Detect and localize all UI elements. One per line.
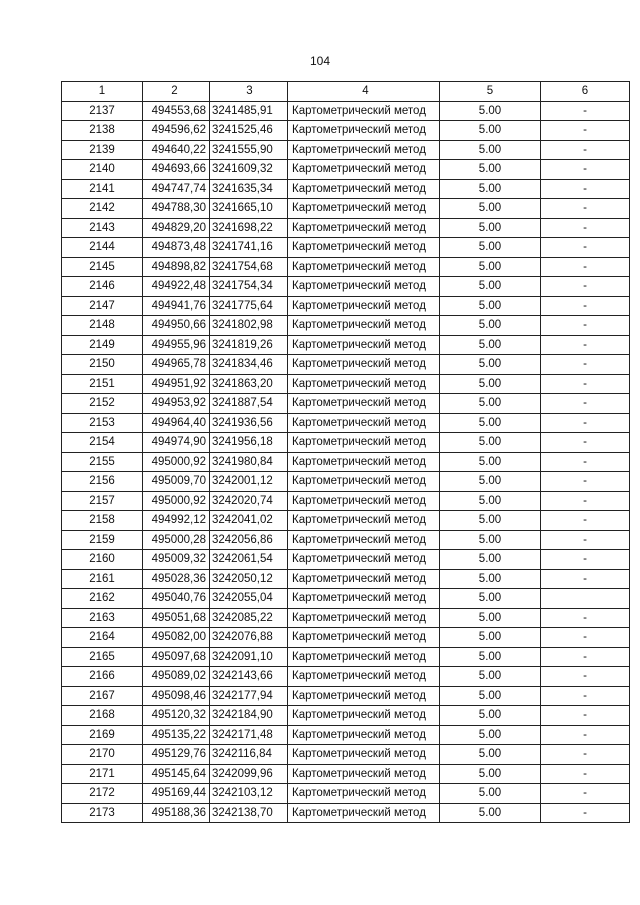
method-cell: Картометрический метод [288, 550, 440, 570]
point-number-cell: 2151 [62, 374, 143, 394]
point-number-cell: 2158 [62, 511, 143, 531]
y-coordinate-cell: 3242103,12 [210, 784, 288, 804]
method-cell: Картометрический метод [288, 355, 440, 375]
accuracy-cell: 5.00 [440, 413, 541, 433]
x-coordinate-cell: 495000,92 [143, 491, 210, 511]
x-coordinate-cell: 494992,12 [143, 511, 210, 531]
x-coordinate-cell: 495129,76 [143, 745, 210, 765]
point-number-cell: 2141 [62, 179, 143, 199]
x-coordinate-cell: 495097,68 [143, 647, 210, 667]
note-cell: - [541, 511, 630, 531]
point-number-cell: 2169 [62, 725, 143, 745]
table-body [62, 101, 630, 823]
accuracy-cell: 5.00 [440, 725, 541, 745]
y-coordinate-cell: 3242085,22 [210, 608, 288, 628]
method-cell: Картометрический метод [288, 589, 440, 609]
note-cell: - [541, 179, 630, 199]
x-coordinate-cell: 494950,66 [143, 316, 210, 336]
method-cell: Картометрический метод [288, 706, 440, 726]
note-cell: - [541, 472, 630, 492]
point-number-cell: 2145 [62, 257, 143, 277]
method-cell: Картометрический метод [288, 472, 440, 492]
y-coordinate-cell: 3242184,90 [210, 706, 288, 726]
accuracy-cell: 5.00 [440, 160, 541, 180]
point-number-cell: 2139 [62, 140, 143, 160]
y-coordinate-cell: 3241754,34 [210, 277, 288, 297]
accuracy-cell: 5.00 [440, 121, 541, 141]
y-coordinate-cell: 3242020,74 [210, 491, 288, 511]
point-number-cell: 2173 [62, 803, 143, 823]
method-cell: Картометрический метод [288, 140, 440, 160]
accuracy-cell: 5.00 [440, 530, 541, 550]
point-number-cell: 2147 [62, 296, 143, 316]
column-header-5: 5 [440, 82, 541, 102]
table-row [62, 257, 630, 277]
method-cell: Картометрический метод [288, 218, 440, 238]
accuracy-cell: 5.00 [440, 199, 541, 219]
point-number-cell: 2155 [62, 452, 143, 472]
column-header-1: 1 [62, 82, 143, 102]
x-coordinate-cell: 494788,30 [143, 199, 210, 219]
point-number-cell: 2165 [62, 647, 143, 667]
y-coordinate-cell: 3241665,10 [210, 199, 288, 219]
accuracy-cell: 5.00 [440, 355, 541, 375]
point-number-cell: 2138 [62, 121, 143, 141]
y-coordinate-cell: 3241609,32 [210, 160, 288, 180]
table-row [62, 374, 630, 394]
method-cell: Картометрический метод [288, 316, 440, 336]
method-cell: Картометрический метод [288, 647, 440, 667]
table-row [62, 745, 630, 765]
note-cell: - [541, 101, 630, 121]
y-coordinate-cell: 3242001,12 [210, 472, 288, 492]
method-cell: Картометрический метод [288, 199, 440, 219]
method-cell: Картометрический метод [288, 257, 440, 277]
column-header-2: 2 [143, 82, 210, 102]
method-cell: Картометрический метод [288, 784, 440, 804]
method-cell: Картометрический метод [288, 725, 440, 745]
note-cell: - [541, 452, 630, 472]
accuracy-cell: 5.00 [440, 589, 541, 609]
column-header-6: 6 [541, 82, 630, 102]
x-coordinate-cell: 494553,68 [143, 101, 210, 121]
table-row [62, 530, 630, 550]
accuracy-cell: 5.00 [440, 257, 541, 277]
column-header-3: 3 [210, 82, 288, 102]
x-coordinate-cell: 494941,76 [143, 296, 210, 316]
method-cell: Картометрический метод [288, 238, 440, 258]
method-cell: Картометрический метод [288, 764, 440, 784]
point-number-cell: 2162 [62, 589, 143, 609]
point-number-cell: 2170 [62, 745, 143, 765]
note-cell: - [541, 296, 630, 316]
note-cell: - [541, 725, 630, 745]
accuracy-cell: 5.00 [440, 686, 541, 706]
x-coordinate-cell: 494955,96 [143, 335, 210, 355]
note-cell: - [541, 530, 630, 550]
table-row [62, 706, 630, 726]
point-number-cell: 2140 [62, 160, 143, 180]
note-cell: - [541, 706, 630, 726]
method-cell: Картометрический метод [288, 433, 440, 453]
accuracy-cell: 5.00 [440, 647, 541, 667]
accuracy-cell: 5.00 [440, 745, 541, 765]
point-number-cell: 2166 [62, 667, 143, 687]
table-row [62, 101, 630, 121]
point-number-cell: 2163 [62, 608, 143, 628]
note-cell: - [541, 433, 630, 453]
accuracy-cell: 5.00 [440, 218, 541, 238]
accuracy-cell: 5.00 [440, 179, 541, 199]
y-coordinate-cell: 3242050,12 [210, 569, 288, 589]
y-coordinate-cell: 3242143,66 [210, 667, 288, 687]
table-row [62, 160, 630, 180]
note-cell: - [541, 140, 630, 160]
table-row [62, 316, 630, 336]
y-coordinate-cell: 3241863,20 [210, 374, 288, 394]
point-number-cell: 2150 [62, 355, 143, 375]
x-coordinate-cell: 495188,36 [143, 803, 210, 823]
method-cell: Картометрический метод [288, 335, 440, 355]
point-number-cell: 2164 [62, 628, 143, 648]
x-coordinate-cell: 494965,78 [143, 355, 210, 375]
y-coordinate-cell: 3241485,91 [210, 101, 288, 121]
point-number-cell: 2142 [62, 199, 143, 219]
table-row [62, 452, 630, 472]
table-row [62, 608, 630, 628]
note-cell: - [541, 374, 630, 394]
method-cell: Картометрический метод [288, 686, 440, 706]
method-cell: Картометрический метод [288, 745, 440, 765]
method-cell: Картометрический метод [288, 511, 440, 531]
note-cell: - [541, 784, 630, 804]
accuracy-cell: 5.00 [440, 706, 541, 726]
y-coordinate-cell: 3241754,68 [210, 257, 288, 277]
point-number-cell: 2168 [62, 706, 143, 726]
point-number-cell: 2159 [62, 530, 143, 550]
y-coordinate-cell: 3242055,04 [210, 589, 288, 609]
note-cell: - [541, 218, 630, 238]
method-cell: Картометрический метод [288, 491, 440, 511]
table-row [62, 335, 630, 355]
note-cell: - [541, 569, 630, 589]
method-cell: Картометрический метод [288, 608, 440, 628]
accuracy-cell: 5.00 [440, 238, 541, 258]
note-cell: - [541, 394, 630, 414]
table-row [62, 764, 630, 784]
accuracy-cell: 5.00 [440, 491, 541, 511]
accuracy-cell: 5.00 [440, 433, 541, 453]
x-coordinate-cell: 495000,28 [143, 530, 210, 550]
table-row [62, 550, 630, 570]
method-cell: Картометрический метод [288, 803, 440, 823]
accuracy-cell: 5.00 [440, 472, 541, 492]
x-coordinate-cell: 494596,62 [143, 121, 210, 141]
x-coordinate-cell: 494951,92 [143, 374, 210, 394]
method-cell: Картометрический метод [288, 569, 440, 589]
table-row [62, 199, 630, 219]
x-coordinate-cell: 495082,00 [143, 628, 210, 648]
accuracy-cell: 5.00 [440, 452, 541, 472]
point-number-cell: 2160 [62, 550, 143, 570]
table-row [62, 121, 630, 141]
table-row [62, 589, 630, 609]
note-cell: - [541, 160, 630, 180]
point-number-cell: 2161 [62, 569, 143, 589]
y-coordinate-cell: 3241834,46 [210, 355, 288, 375]
point-number-cell: 2157 [62, 491, 143, 511]
accuracy-cell: 5.00 [440, 803, 541, 823]
note-cell: - [541, 355, 630, 375]
point-number-cell: 2154 [62, 433, 143, 453]
y-coordinate-cell: 3242099,96 [210, 764, 288, 784]
accuracy-cell: 5.00 [440, 316, 541, 336]
y-coordinate-cell: 3242171,48 [210, 725, 288, 745]
x-coordinate-cell: 495089,02 [143, 667, 210, 687]
y-coordinate-cell: 3241802,98 [210, 316, 288, 336]
accuracy-cell: 5.00 [440, 784, 541, 804]
y-coordinate-cell: 3241887,54 [210, 394, 288, 414]
y-coordinate-cell: 3241936,56 [210, 413, 288, 433]
point-number-cell: 2153 [62, 413, 143, 433]
table-row [62, 569, 630, 589]
table-row [62, 686, 630, 706]
table-row [62, 296, 630, 316]
point-number-cell: 2156 [62, 472, 143, 492]
table-row [62, 218, 630, 238]
page-number: 104 [309, 54, 331, 68]
accuracy-cell: 5.00 [440, 608, 541, 628]
method-cell: Картометрический метод [288, 667, 440, 687]
y-coordinate-cell: 3242116,84 [210, 745, 288, 765]
y-coordinate-cell: 3242041,02 [210, 511, 288, 531]
method-cell: Картометрический метод [288, 394, 440, 414]
x-coordinate-cell: 495098,46 [143, 686, 210, 706]
x-coordinate-cell: 494964,40 [143, 413, 210, 433]
y-coordinate-cell: 3241956,18 [210, 433, 288, 453]
y-coordinate-cell: 3242076,88 [210, 628, 288, 648]
note-cell: - [541, 238, 630, 258]
x-coordinate-cell: 494747,74 [143, 179, 210, 199]
table-row [62, 784, 630, 804]
method-cell: Картометрический метод [288, 179, 440, 199]
y-coordinate-cell: 3241775,64 [210, 296, 288, 316]
point-number-cell: 2148 [62, 316, 143, 336]
method-cell: Картометрический метод [288, 452, 440, 472]
note-cell: - [541, 335, 630, 355]
table-row [62, 277, 630, 297]
accuracy-cell: 5.00 [440, 374, 541, 394]
table-row [62, 179, 630, 199]
x-coordinate-cell: 495169,44 [143, 784, 210, 804]
accuracy-cell: 5.00 [440, 296, 541, 316]
x-coordinate-cell: 494898,82 [143, 257, 210, 277]
note-cell: - [541, 277, 630, 297]
y-coordinate-cell: 3241525,46 [210, 121, 288, 141]
table-row [62, 355, 630, 375]
y-coordinate-cell: 3241819,26 [210, 335, 288, 355]
table-row [62, 725, 630, 745]
table-header-row [62, 82, 630, 102]
x-coordinate-cell: 495000,92 [143, 452, 210, 472]
method-cell: Картометрический метод [288, 121, 440, 141]
y-coordinate-cell: 3242091,10 [210, 647, 288, 667]
y-coordinate-cell: 3241741,16 [210, 238, 288, 258]
note-cell: - [541, 121, 630, 141]
method-cell: Картометрический метод [288, 101, 440, 121]
y-coordinate-cell: 3241698,22 [210, 218, 288, 238]
note-cell: - [541, 803, 630, 823]
method-cell: Картометрический метод [288, 628, 440, 648]
accuracy-cell: 5.00 [440, 140, 541, 160]
accuracy-cell: 5.00 [440, 628, 541, 648]
x-coordinate-cell: 494829,20 [143, 218, 210, 238]
table-row [62, 491, 630, 511]
point-number-cell: 2172 [62, 784, 143, 804]
accuracy-cell: 5.00 [440, 277, 541, 297]
x-coordinate-cell: 494953,92 [143, 394, 210, 414]
accuracy-cell: 5.00 [440, 101, 541, 121]
table-row [62, 803, 630, 823]
x-coordinate-cell: 495145,64 [143, 764, 210, 784]
x-coordinate-cell: 495009,32 [143, 550, 210, 570]
x-coordinate-cell: 495135,22 [143, 725, 210, 745]
note-cell [541, 589, 630, 609]
point-number-cell: 2137 [62, 101, 143, 121]
note-cell: - [541, 608, 630, 628]
point-number-cell: 2143 [62, 218, 143, 238]
method-cell: Картометрический метод [288, 277, 440, 297]
method-cell: Картометрический метод [288, 160, 440, 180]
method-cell: Картометрический метод [288, 296, 440, 316]
note-cell: - [541, 550, 630, 570]
accuracy-cell: 5.00 [440, 511, 541, 531]
note-cell: - [541, 628, 630, 648]
note-cell: - [541, 647, 630, 667]
note-cell: - [541, 257, 630, 277]
y-coordinate-cell: 3242177,94 [210, 686, 288, 706]
point-number-cell: 2149 [62, 335, 143, 355]
y-coordinate-cell: 3241635,34 [210, 179, 288, 199]
table-row [62, 238, 630, 258]
y-coordinate-cell: 3241980,84 [210, 452, 288, 472]
table-row [62, 394, 630, 414]
x-coordinate-cell: 494640,22 [143, 140, 210, 160]
note-cell: - [541, 491, 630, 511]
point-number-cell: 2167 [62, 686, 143, 706]
note-cell: - [541, 413, 630, 433]
accuracy-cell: 5.00 [440, 550, 541, 570]
note-cell: - [541, 316, 630, 336]
y-coordinate-cell: 3242056,86 [210, 530, 288, 550]
x-coordinate-cell: 495040,76 [143, 589, 210, 609]
x-coordinate-cell: 495120,32 [143, 706, 210, 726]
note-cell: - [541, 199, 630, 219]
table-row [62, 413, 630, 433]
x-coordinate-cell: 495009,70 [143, 472, 210, 492]
x-coordinate-cell: 494873,48 [143, 238, 210, 258]
accuracy-cell: 5.00 [440, 394, 541, 414]
note-cell: - [541, 686, 630, 706]
x-coordinate-cell: 494922,48 [143, 277, 210, 297]
column-header-4: 4 [288, 82, 440, 102]
note-cell: - [541, 764, 630, 784]
note-cell: - [541, 745, 630, 765]
table-row [62, 472, 630, 492]
method-cell: Картометрический метод [288, 530, 440, 550]
accuracy-cell: 5.00 [440, 667, 541, 687]
x-coordinate-cell: 495028,36 [143, 569, 210, 589]
table-row [62, 667, 630, 687]
point-number-cell: 2171 [62, 764, 143, 784]
table-row [62, 433, 630, 453]
method-cell: Картометрический метод [288, 413, 440, 433]
accuracy-cell: 5.00 [440, 764, 541, 784]
table-row [62, 140, 630, 160]
point-number-cell: 2146 [62, 277, 143, 297]
point-number-cell: 2152 [62, 394, 143, 414]
table-row [62, 628, 630, 648]
y-coordinate-cell: 3242138,70 [210, 803, 288, 823]
accuracy-cell: 5.00 [440, 569, 541, 589]
coordinates-table [61, 81, 630, 823]
note-cell: - [541, 667, 630, 687]
y-coordinate-cell: 3241555,90 [210, 140, 288, 160]
table-row [62, 647, 630, 667]
accuracy-cell: 5.00 [440, 335, 541, 355]
table-row [62, 511, 630, 531]
y-coordinate-cell: 3242061,54 [210, 550, 288, 570]
x-coordinate-cell: 494974,90 [143, 433, 210, 453]
x-coordinate-cell: 495051,68 [143, 608, 210, 628]
x-coordinate-cell: 494693,66 [143, 160, 210, 180]
method-cell: Картометрический метод [288, 374, 440, 394]
point-number-cell: 2144 [62, 238, 143, 258]
